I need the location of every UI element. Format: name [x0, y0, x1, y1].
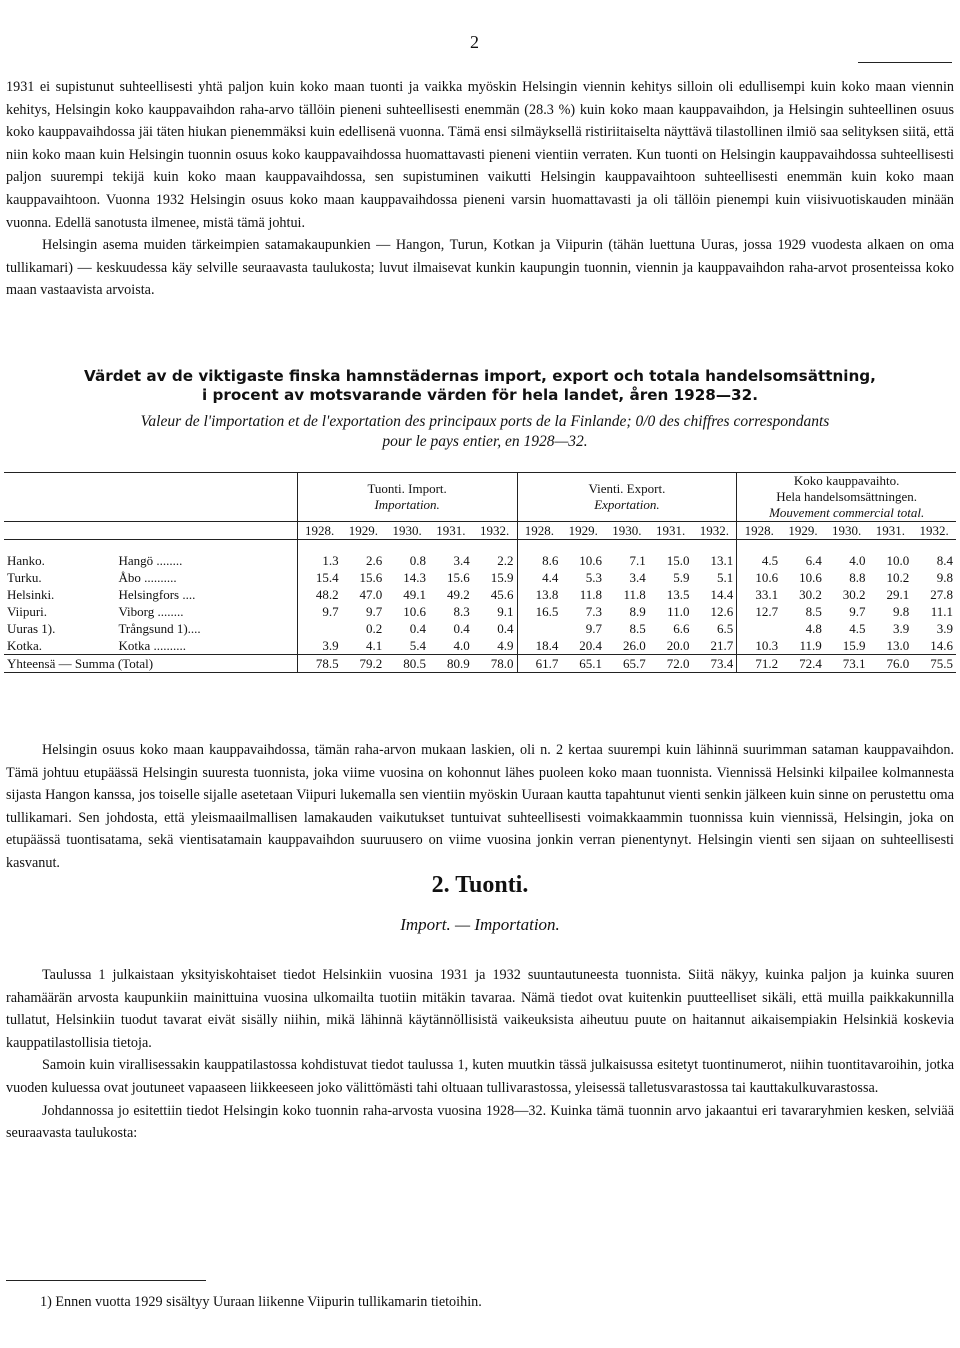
group-import	[297, 473, 517, 522]
table-cell: 2.2	[497, 552, 514, 568]
table-cell: 30.2	[799, 586, 822, 602]
intro-paragraph-2: Helsingin asema muiden tärkeimpien satamakaupunkien — Hangon, Turun, Kotkan ja Viipurin (tähän luettuna Uuras, jossa 1929 vuodesta alkaen on oma tullikamari) — keskuudessa käy selville seuraavasta taulukosta; luvut ilmaisevat kunkin kaupungin tuonnin, viennin ja kauppavaihdon raha-arvot prosenteissa koko maan vastaavista arvoista.	[6, 237, 954, 299]
after-table-paragraph: Helsingin osuus koko maan kauppavaihdossa, tämän raha-arvon mukaan laskien, oli n. 2 kertaa suurempi kuin lähinnä suurimman sataman kauppavaihdon. Tämä johtuu etupäässä Helsingin suuresta tuonnista, joka viime vuosina on kohonnut lähes puoleen koko maan tuonnista. Viennissä Helsinki kilpailee kolmannesta sijasta Hangon kanssa, jos toiselle sijalle asetetaan Viipuri lukemalla sen vientiin myöskin Uuraan kautta tapahtunut vienti senkin jälkeen kuin sinne on perustettu oma tullikamari. Sen johdosta, että yleismaailmallisen lamakauden vaikutukset tuntuivat suhteellisesti voimakkaammin tuonnissa kuin viennissä, Helsingin, joka on etupäässä tuontisatama, sekä vientisatamain kauppavaihdon suuruusero on viime vuosina jonkin verran pienentynyt. Helsingin vienti sen sijaan on suhteellisesti kasvanut.	[6, 742, 954, 871]
group-export-fr: Exportation.	[594, 497, 660, 512]
table-cell: 10.6	[737, 569, 781, 586]
table-cell: 10.6	[799, 569, 822, 585]
table-cell: 30.2	[842, 586, 866, 602]
group-export-label: Vienti. Export.	[588, 481, 666, 496]
total-cell: 80.9	[429, 655, 473, 673]
table-cell: 33.1	[737, 586, 781, 603]
table-cell	[297, 620, 341, 637]
group-export	[517, 473, 737, 522]
total-cell: 75.5	[912, 655, 956, 673]
year-header: 1929.	[342, 522, 386, 540]
table-cell: 0.4	[409, 620, 426, 636]
total-cell: 76.0	[869, 655, 913, 673]
year-header: 1928.	[297, 522, 341, 540]
table-cell: 4.8	[805, 620, 822, 636]
table-cell: 11.9	[799, 637, 822, 653]
table-cell: 12.7	[737, 603, 781, 620]
group-trade-label: Koko kauppavaihto.	[793, 473, 900, 488]
total-cell: 72.4	[781, 655, 825, 673]
table-cell: 5.1	[717, 569, 734, 585]
table-row	[4, 603, 956, 620]
table-row	[4, 540, 956, 570]
year-header: 1930.	[385, 522, 429, 540]
table-cell: 3.4	[629, 569, 646, 585]
page-number: 2	[470, 32, 479, 52]
table-title-sv-line-2: i procent av motsvarande värden för hela landet, åren 1928—32.	[202, 386, 758, 404]
table-cell: 3.4	[453, 552, 470, 568]
table-title-french	[20, 412, 950, 452]
table-cell: 5.9	[673, 569, 690, 585]
table-cell: 49.2	[446, 586, 470, 602]
table-row	[4, 620, 956, 637]
port-name-fi: Turku.	[7, 569, 42, 585]
year-header: 1928.	[517, 522, 561, 540]
year-header: 1928.	[737, 522, 781, 540]
total-cell: 73.1	[825, 655, 869, 673]
year-header: 1932.	[473, 522, 517, 540]
table-cell: 3.9	[936, 620, 953, 636]
table-cell: 11.8	[579, 586, 603, 602]
table-cell: 5.3	[585, 569, 603, 585]
table-cell: 1.3	[297, 540, 341, 570]
table-cell: 20.0	[666, 637, 690, 653]
section-subtitle: Import. — Importation.	[400, 915, 560, 934]
year-header: 1929.	[781, 522, 825, 540]
table-cell: 6.5	[717, 620, 734, 636]
year-header: 1930.	[825, 522, 869, 540]
table-cell: 48.2	[297, 586, 341, 603]
table-cell: 13.8	[517, 586, 561, 603]
table-title-fr-line-1: Valeur de l'importation et de l'exportation des principaux ports de la Finlande; 0/0 des chiffres correspondants	[140, 413, 830, 430]
table-cell: 15.4	[297, 569, 341, 586]
year-header: 1929.	[561, 522, 605, 540]
port-name-fi: Kotka.	[7, 637, 43, 653]
year-header: 1931.	[869, 522, 913, 540]
table-cell: 7.1	[629, 552, 646, 568]
table-cell: 4.0	[453, 637, 470, 653]
total-cell: 61.7	[517, 655, 561, 673]
table-cell: 26.0	[623, 637, 646, 653]
table-cell: 15.0	[666, 552, 690, 568]
total-row	[4, 655, 956, 673]
table-cell: 3.9	[297, 637, 341, 655]
group-trade	[737, 473, 956, 522]
port-name-sv: Kotka ..........	[118, 637, 186, 653]
table-cell: 7.3	[585, 603, 603, 619]
table-cell: 10.6	[579, 552, 603, 568]
table-cell: 14.6	[930, 637, 953, 653]
intro-text	[6, 76, 954, 302]
total-cell: 71.2	[737, 655, 781, 673]
table-cell: 14.4	[710, 586, 734, 602]
header-rule	[858, 62, 952, 63]
table-cell: 9.8	[892, 603, 910, 619]
table-cell: 8.5	[629, 620, 646, 636]
table-cell: 3.9	[892, 620, 910, 636]
table-row	[4, 637, 956, 655]
table-cell: 14.3	[403, 569, 426, 585]
table-cell: 10.3	[737, 637, 781, 655]
port-name-fi: Helsinki.	[7, 586, 55, 602]
table-cell: 13.5	[666, 586, 690, 602]
table-cell: 9.8	[936, 569, 953, 585]
table-cell: 4.5	[737, 540, 781, 570]
table-cell: 6.4	[805, 552, 822, 568]
table-cell: 29.1	[886, 586, 910, 602]
section-paragraph-2: Samoin kuin virallisessakin kauppatilastossa kohdistuvat tiedot taulussa 1, kuten muutkin tässä julkaisussa esitetyt tuontinumerot, niihin tuontitavaroihin, jotka vuoden kuluessa ovat joutuneet vapaaseen liikkeeseen joko välittömästi tahi oltuaan tullivarastossa, yleisessä talletusvarastossa tai kauttakulkuvarastossa.	[6, 1057, 954, 1096]
table-row	[4, 569, 956, 586]
total-cell: 79.2	[342, 655, 386, 673]
footnote-rule	[6, 1280, 206, 1281]
table-cell: 4.1	[366, 637, 383, 653]
table-cell: 47.0	[359, 586, 383, 602]
total-label: Yhteensä — Summa (Total)	[4, 655, 297, 673]
table-cell: 4.5	[849, 620, 866, 636]
table-cell	[737, 620, 781, 637]
intro-paragraph-1: 1931 ei supistunut suhteellisesti yhtä paljon kuin koko maan tuonti ja vaikka myöskin Helsingin viennin kehitys silloin oli edullisempi kuin koko maan viennin kehitys, Helsingin koko kauppavaihdon raha-arvo tällöin pieneni suhteellisesti enemmän (28.3 %) kuin koko maan kauppavaihdon, ja Helsingin suhteellinen osuus koko kauppavaihdossa jäi täten hiukan pienemmäksi kuin edellisenä vuonna. Tämä ensi silmäyksellä ristiriitaiselta näyttävä tilastollinen ilmiö saa selityksen siitä, että niin koko maan kuin Helsingin tuonnin osuus koko kauppavaihdossa huomattavasti pieneni vientiin verraten. Kun tuonti on Helsingin kauppavaihdossa suhteellisesti paljon suurempi tekijä kuin koko maan kauppavaihdossa, sen supistuminen vaikutti Helsingin kauppavaihtoon suhteellisesti enemmän kuin koko maan kauppavaihtoon. Vuonna 1932 Helsingin osuus koko maan kauppavaihdossa pieneni varsin huomattavasti ja oli tällöin pienempi kuin viisivuotiskauden minään vuonna. Edellä sanotusta ilmenee, mistä tämä johtui.	[6, 79, 954, 231]
section-paragraph-1: Taulussa 1 julkaistaan yksityiskohtaiset tiedot Helsinkiin vuosina 1931 ja 1932 suuntautuneesta tuonnista. Siitä näkyy, kuinka paljon ja kuinka suuren rahamäärän arvosta kaupunkiin mainittuina vuosina ulkomailta tuotiin mitäkin tavaraa. Nämä tiedot ovat kuitenkin puutteelliset sikäli, että muilla paikkakunnilla tullatut, Helsinkiin tuodut tavarat eivät sisälly niihin, mikä lähinnä käytännöllisistä vaikeuksista aiheutuu puute on haitannut aikaisempiakin Helsinkiä koskevia kauppatilastollisia tietoja.	[6, 967, 954, 1051]
port-name-sv: Åbo ..........	[118, 569, 177, 585]
table-cell: 11.8	[623, 586, 646, 602]
table-cell: 4.0	[849, 552, 866, 568]
port-name-fi: Uuras 1).	[7, 620, 56, 636]
year-header: 1932.	[912, 522, 956, 540]
year-header: 1931.	[649, 522, 693, 540]
table-cell: 8.9	[629, 603, 646, 619]
table-cell: 5.4	[409, 637, 426, 653]
group-trade-fr: Mouvement commercial total.	[769, 505, 925, 520]
port-name-sv: Helsingfors ....	[118, 586, 196, 602]
year-header: 1930.	[605, 522, 649, 540]
total-cell: 80.5	[385, 655, 429, 673]
table-cell: 9.7	[366, 603, 383, 619]
table-cell: 11.1	[930, 603, 953, 619]
table-cell: 8.3	[453, 603, 470, 619]
table-cell: 0.2	[366, 620, 383, 636]
port-name-fi: Viipuri.	[7, 603, 48, 619]
table-group-header	[4, 473, 956, 522]
footnote: 1) Ennen vuotta 1929 sisältyy Uuraan liikenne Viipurin tullikamarin tietoihin.	[40, 1294, 482, 1310]
table-cell: 15.6	[446, 569, 470, 585]
table-cell: 10.0	[886, 552, 910, 568]
table-cell: 10.2	[886, 569, 910, 585]
table-cell: 6.6	[673, 620, 690, 636]
table-cell: 21.7	[710, 637, 734, 653]
table-cell: 4.4	[517, 569, 561, 586]
table-cell: 45.6	[490, 586, 514, 602]
total-cell: 65.7	[605, 655, 649, 673]
table-cell: 13.1	[710, 552, 734, 568]
table-cell	[517, 620, 561, 637]
year-header: 1932.	[692, 522, 736, 540]
table-cell: 20.4	[579, 637, 603, 653]
section-title: 2. Tuonti.	[431, 872, 529, 898]
port-name-sv: Hangö ........	[118, 552, 183, 568]
port-name-fi: Hanko.	[7, 552, 45, 568]
table-cell: 9.7	[849, 603, 866, 619]
table-cell: 0.4	[453, 620, 470, 636]
ports-percentage-table	[4, 472, 956, 673]
table-cell: 0.4	[497, 620, 514, 636]
section-text	[6, 964, 954, 1145]
years-header-row	[4, 522, 956, 540]
table-cell: 13.0	[886, 637, 910, 653]
year-header: 1931.	[429, 522, 473, 540]
table-cell: 9.7	[297, 603, 341, 620]
table-cell: 18.4	[517, 637, 561, 655]
table-cell: 9.1	[497, 603, 514, 619]
table-cell: 8.4	[936, 552, 953, 568]
total-cell: 78.0	[473, 655, 517, 673]
table-cell: 12.6	[710, 603, 734, 619]
total-cell: 65.1	[561, 655, 605, 673]
table-cell: 49.1	[403, 586, 426, 602]
table-cell: 9.7	[585, 620, 603, 636]
table-cell: 0.8	[409, 552, 426, 568]
total-cell: 72.0	[649, 655, 693, 673]
table-title-fr-line-2: pour le pays entier, en 1928—32.	[382, 433, 588, 450]
table-cell: 2.6	[366, 552, 383, 568]
table-cell: 10.6	[403, 603, 426, 619]
port-name-sv: Trångsund 1)....	[118, 620, 201, 636]
section-paragraph-3: Johdannossa jo esitettiin tiedot Helsingin koko tuonnin raha-arvosta vuosina 1928—32. Kuinka tämä tuonnin arvo jakaantui eri tavararyhmien kesken, selviää seuraavasta taulukosta:	[6, 1102, 954, 1142]
table-cell: 15.9	[490, 569, 514, 585]
total-cell: 73.4	[692, 655, 736, 673]
group-import-label: Tuonti. Import.	[367, 481, 447, 496]
table-cell: 8.6	[517, 540, 561, 570]
table-cell: 15.6	[359, 569, 383, 585]
table-title-swedish	[8, 367, 952, 405]
table-cell: 27.8	[930, 586, 953, 602]
total-cell: 78.5	[297, 655, 341, 673]
table-cell: 8.5	[805, 603, 822, 619]
group-trade-sv: Hela handelsomsättningen.	[776, 489, 918, 504]
table-title-sv-line-1: Värdet av de viktigaste finska hamnstädernas import, export och totala handelsomsättning,	[84, 367, 876, 385]
port-name-sv: Viborg ........	[118, 603, 184, 619]
group-import-fr: Importation.	[374, 497, 440, 512]
table-cell: 15.9	[842, 637, 866, 653]
table-cell: 11.0	[667, 603, 690, 619]
table-cell: 4.9	[497, 637, 514, 653]
table-cell: 16.5	[517, 603, 561, 620]
table-cell: 8.8	[849, 569, 866, 585]
table-row	[4, 586, 956, 603]
